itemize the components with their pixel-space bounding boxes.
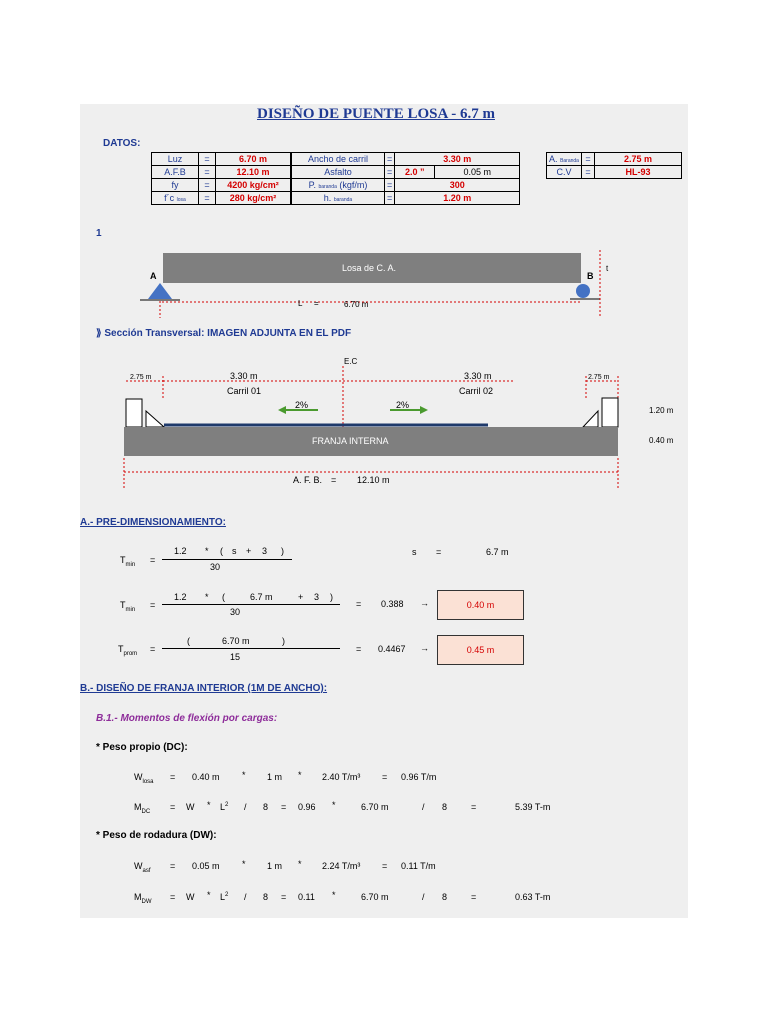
table-row [152,166,291,179]
s-value: 6.7 m [486,547,509,557]
cell-label: Luz [152,153,199,166]
support-a-triangle [148,283,172,299]
numerator-part: ) [330,592,333,602]
cell-eq: = [582,166,595,179]
thickness-label: t [606,264,609,273]
cell-eq: = [199,153,216,166]
numerator-part: 1.2 [174,592,187,602]
op: * [298,770,302,780]
eq-sign: = [170,892,176,902]
slope-right-label: 2% [396,400,410,410]
wlosa-symbol: $W_{losa}$ [134,772,154,785]
denominator: 15 [230,652,241,662]
value: 8 [442,802,448,812]
numerator-part: 3 [262,546,268,556]
w-symbol: W [186,802,195,812]
page-title: DISEÑO DE PUENTE LOSA - 6.7 m [257,106,495,122]
length-value: 6.70 m [344,300,369,309]
op: * [207,890,211,900]
numerator-part: + [298,592,304,602]
cell-label: h. baranda [292,192,385,205]
cross-section-diagram [118,366,628,491]
section-a-title: A.- PRE-DIMENSIONAMIENTO: [80,517,226,528]
lane1-width: 3.30 m [230,371,258,381]
value: 8 [442,892,448,902]
op: / [244,892,247,902]
support-a-label: A [150,271,157,281]
numerator-part: + [246,546,252,556]
cell-label: A.F.B [152,166,199,179]
denominator: 30 [230,607,241,617]
numerator-part: ) [281,546,284,556]
right-railing-width: 2.75 m [588,374,610,381]
value: 6.70 m [361,892,389,902]
tprom-symbol: $T_{prom}$ [118,644,138,657]
eq-sign: = [382,861,388,871]
numerator-part: ) [282,636,285,646]
wasf-symbol: $W_{asf}$ [134,861,151,874]
table-row [547,166,682,179]
band-label: FRANJA INTERNA [312,436,389,446]
cell-eq: = [199,179,216,192]
denominator: 30 [210,562,221,572]
numerator-part: 6.70 m [222,636,250,646]
cell-value: 1.20 m [395,192,520,205]
numerator-part: ( [220,546,223,556]
fraction-line [162,648,340,649]
arrow-icon: → [420,643,429,653]
value: 6.70 m [361,802,389,812]
afb-label: A. F. B. [293,475,323,485]
value: 8 [263,802,269,812]
cell-eq: = [199,166,216,179]
table-row [547,153,682,166]
figure-number: 1 [96,228,102,239]
cell-value: 2.75 m [595,153,682,166]
cell-value: 300 [395,179,520,192]
section-b1-title: B.1.- Momentos de flexión por cargas: [96,713,278,724]
slope-left-label: 2% [295,400,309,410]
slope-arrow-right-head [420,406,428,414]
numerator-part: ( [187,636,190,646]
cell-label: f´c losa [152,192,199,205]
numerator-part: * [205,592,209,602]
value: 2.24 T/m³ [322,861,361,871]
l-squared: $L^2$ [220,802,229,812]
length-eq: = [314,299,319,308]
cell-value: 6.70 m [216,153,291,166]
numerator-part: 1.2 [174,546,187,556]
result: 0.11 T/m [401,861,436,871]
op: * [242,770,246,780]
arrow-icon: → [420,598,429,608]
numerator-part: s [232,546,237,556]
w-symbol: W [186,892,195,902]
op: / [244,802,247,812]
table-row [292,153,520,166]
ec-label: E.C [344,357,358,366]
lane1-name: Carril 01 [227,386,262,396]
eq-sign: = [356,599,362,609]
numerator-part: * [205,546,209,556]
value: 0.40 m [192,772,220,782]
eq-sign: = [150,555,156,565]
result: 5.39 T-m [515,802,551,812]
left-railing-width: 2.75 m [130,374,152,381]
result: 0.63 T-m [515,892,551,902]
fraction-line [162,559,292,560]
eq-sign: = [281,892,287,902]
numerator-part: ( [222,592,225,602]
numerator-part: 3 [314,592,320,602]
cell-value: 3.30 m [395,153,520,166]
mdw-symbol: $M_{DW}$ [134,892,152,905]
data-table-railing [546,152,682,179]
datos-label: DATOS: [103,138,141,149]
afb-eq: = [331,475,337,485]
cell-value: 4200 kg/cm² [216,179,291,192]
slab-label: Losa de C. A. [342,263,397,273]
op: * [242,859,246,869]
eq-sign: = [150,644,156,654]
dc-title: * Peso propio (DC): [96,742,188,753]
eq-sign: = [150,600,156,610]
slab-height: 0.40 m [649,436,674,445]
cell-eq: = [199,192,216,205]
left-curb [146,411,164,427]
cell-label: Asfalto [292,166,385,179]
spreadsheet-sheet [80,104,688,918]
section-b-title: B.- DISEÑO DE FRANJA INTERIOR (1M DE ANCHO): [80,683,328,694]
eq-sign: = [471,802,477,812]
mdc-symbol: $M_{DC}$ [134,802,151,815]
value: 0.11 [298,892,315,902]
eq-sign: = [170,772,176,782]
op: / [422,802,425,812]
lane2-name: Carril 02 [459,386,494,396]
tmin-symbol: $T_{min}$ [120,600,136,613]
value: 0.96 [298,802,316,812]
cell-label: A. Baranda [547,153,582,166]
right-curb [583,411,598,427]
cell-value: 0.05 m [435,166,520,179]
op: * [332,890,336,900]
slope-arrow-left-head [278,406,286,414]
result-box-tmin: 0.40 m [437,590,524,620]
table-row [292,166,520,179]
data-table-lanes [291,152,520,205]
cell-eq: = [385,179,395,192]
value: 0.05 m [192,861,220,871]
value: 8 [263,892,269,902]
eq-sign: = [170,861,176,871]
s-label: s [412,547,417,557]
value: 1 m [267,772,283,782]
op: / [422,892,425,902]
afb-value: 12.10 m [357,475,390,485]
right-railing [602,398,618,427]
support-b-roller [576,284,590,298]
result-box-tprom: 0.45 m [437,635,524,665]
cell-value: 12.10 m [216,166,291,179]
value: 1 m [267,861,283,871]
l-squared: $L^2$ [220,892,229,902]
cell-eq: = [385,192,395,205]
table-row [152,153,291,166]
eq-sign: = [356,644,362,654]
s-eq: = [436,547,442,557]
result: 0.96 T/m [401,772,437,782]
cell-eq: = [385,166,395,179]
cell-value: HL-93 [595,166,682,179]
op: * [298,859,302,869]
table-row [292,179,520,192]
table-row [292,192,520,205]
length-label: L [298,299,303,308]
data-table-general [151,152,291,205]
cell-eq: = [582,153,595,166]
cell-label: fy [152,179,199,192]
cell-value: 280 kg/cm² [216,192,291,205]
numerator-part: 6.7 m [250,592,273,602]
cell-label: P. baranda (kgf/m) [292,179,385,192]
railing-height: 1.20 m [649,406,674,415]
cell-label: C.V [547,166,582,179]
cell-value-inches: 2.0 ” [395,166,435,179]
table-row [152,179,291,192]
tmin-symbol: $T_{min}$ [120,555,136,568]
result-value: 0.4467 [378,644,406,654]
eq-sign: = [471,892,477,902]
eq-sign: = [382,772,388,782]
op: * [332,800,336,810]
table-row [152,192,291,205]
slab-elevation-diagram [140,246,610,326]
lane2-width: 3.30 m [464,371,492,381]
support-b-label: B [587,271,594,281]
section-transversal-title: ⟫ Sección Transversal: IMAGEN ADJUNTA EN EL PDF [96,328,352,339]
fraction-line [162,604,340,605]
result-value: 0.388 [381,599,404,609]
eq-sign: = [281,802,287,812]
value: 2.40 T/m³ [322,772,361,782]
op: * [207,800,211,810]
left-railing [126,399,142,427]
cell-eq: = [385,153,395,166]
dw-title: * Peso de rodadura (DW): [96,830,217,841]
eq-sign: = [170,802,176,812]
cell-label: Ancho de carril [292,153,385,166]
